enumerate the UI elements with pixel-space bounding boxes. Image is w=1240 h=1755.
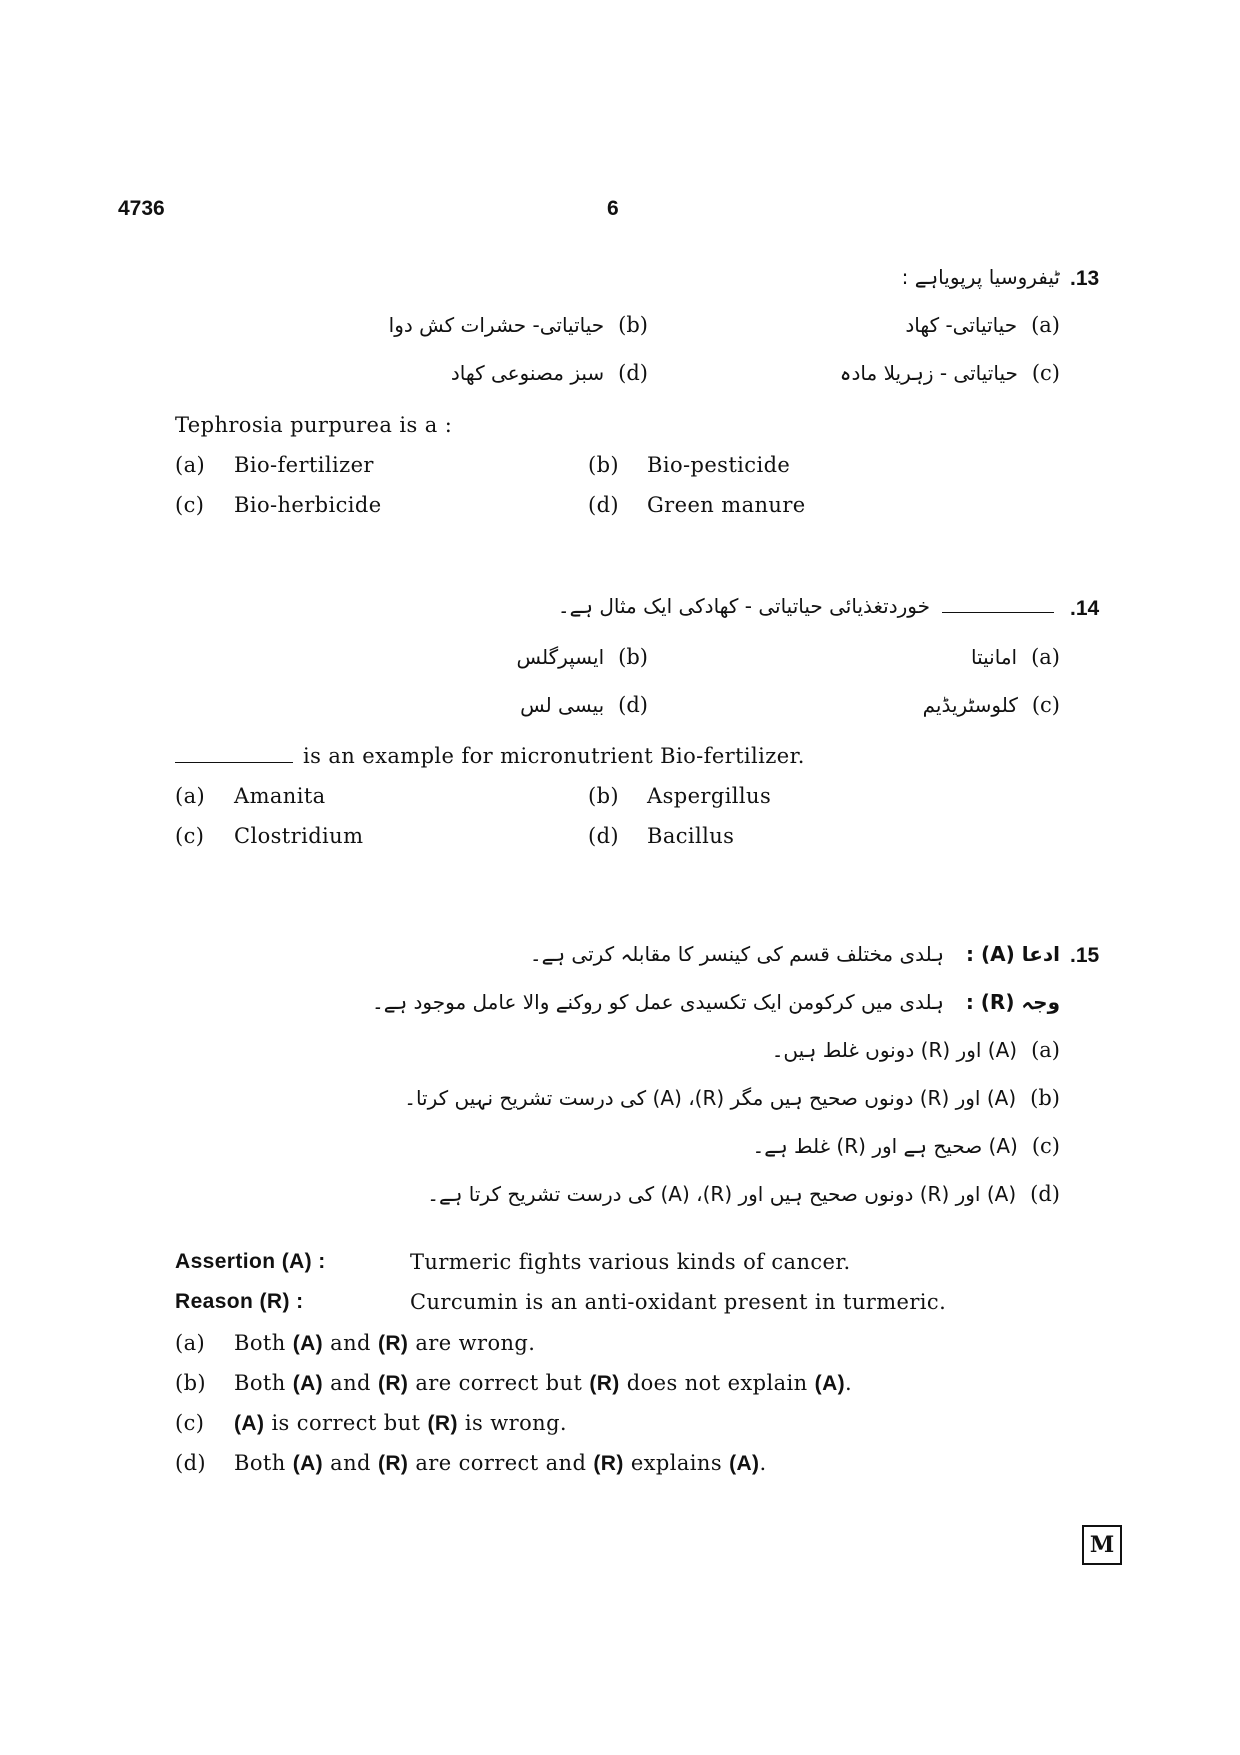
q13-urdu-option-c: (c) حیاتیاتی - زہریلا مادہ: [839, 361, 1060, 385]
q14-urdu-option-a: (a) امانیتا: [971, 645, 1060, 669]
q13-option-c-label: (c): [175, 493, 205, 517]
q14-urdu-option-c: (c) کلوسٹریڈیم: [922, 693, 1060, 717]
q13-option-a-text: Bio-fertilizer: [234, 453, 374, 477]
q13-urdu-option-b: (b) حیاتیاتی- حشرات کش دوا: [388, 313, 648, 337]
q15-option-d-label: (d): [175, 1451, 207, 1475]
q14-option-c-text: Clostridium: [234, 824, 364, 848]
q15-option-a-text: Both (A) and (R) are wrong.: [234, 1331, 536, 1355]
question-number-15: .15: [1070, 944, 1100, 967]
q14-option-b-label: (b): [588, 784, 620, 808]
q15-option-b-text: Both (A) and (R) are correct but (R) does not explain (A).: [234, 1371, 853, 1395]
q14-option-a-text: Amanita: [234, 784, 326, 808]
q13-option-c-text: Bio-herbicide: [234, 493, 382, 517]
q15-option-c-label: (c): [175, 1411, 205, 1435]
page-number: 6: [607, 197, 619, 220]
paper-code: 4736: [118, 197, 165, 220]
q15-option-c-text: (A) is correct but (R) is wrong.: [234, 1411, 567, 1435]
q15-option-a-label: (a): [175, 1331, 206, 1355]
medium-mark-box: M: [1082, 1525, 1122, 1565]
q15-urdu-option-a: (a) (A) اور (R) دونوں غلط ہیں۔: [771, 1038, 1060, 1062]
q15-option-d-text: Both (A) and (R) are correct and (R) explains (A).: [234, 1451, 767, 1475]
q13-urdu-question: ٹیفروسیا پرپویاہے :: [901, 265, 1060, 289]
q13-urdu-option-a: (a) حیاتیاتی- کھاد: [905, 313, 1060, 337]
q14-option-a-label: (a): [175, 784, 206, 808]
q15-reason-text: Curcumin is an anti-oxidant present in turmeric.: [410, 1290, 947, 1314]
q15-urdu-reason: وجہ (R) : ہلدی میں کرکومن ایک تکسیدی عمل کو روکنے والا عامل موجود ہے۔: [372, 990, 1060, 1014]
q15-urdu-assertion: ادعا (A) : ہلدی مختلف قسم کی کینسر کا مقابلہ کرتی ہے۔: [529, 942, 1060, 966]
q15-option-b-label: (b): [175, 1371, 207, 1395]
question-number-13: .13: [1070, 267, 1100, 290]
q13-option-b-text: Bio-pesticide: [647, 453, 791, 477]
q13-option-d-text: Green manure: [647, 493, 806, 517]
q14-option-c-label: (c): [175, 824, 205, 848]
q13-urdu-option-d: (d) سبز مصنوعی کھاد: [450, 361, 648, 385]
q14-urdu-blank: [942, 611, 1054, 613]
question-number-14: .14: [1070, 597, 1100, 620]
q15-assertion-label: Assertion (A) :: [175, 1250, 326, 1273]
q14-option-b-text: Aspergillus: [647, 784, 772, 808]
q15-urdu-option-c: (c) (A) صحیح ہے اور (R) غلط ہے۔: [752, 1134, 1060, 1158]
q15-urdu-option-d: (d) (A) اور (R) دونوں صحیح ہیں اور (R)، (A) کی درست تشریح کرتا ہے۔: [427, 1182, 1060, 1206]
q13-option-d-label: (d): [588, 493, 620, 517]
q14-urdu-option-d: (d) بیسی لس: [520, 693, 648, 717]
q14-english-question: is an example for micronutrient Bio-fertilizer.: [175, 744, 805, 768]
q13-option-b-label: (b): [588, 453, 620, 477]
q14-option-d-label: (d): [588, 824, 620, 848]
q15-urdu-option-b: (b) (A) اور (R) دونوں صحیح ہیں مگر (R)، (A) کی درست تشریح نہیں کرتا۔: [404, 1086, 1060, 1110]
q13-english-question: Tephrosia purpurea is a :: [175, 413, 453, 437]
q13-option-a-label: (a): [175, 453, 206, 477]
q14-option-d-text: Bacillus: [647, 824, 735, 848]
q14-blank: [175, 761, 293, 763]
q14-urdu-question-line: خوردتغذیائی حیاتیاتی - کھادکی ایک مثال ہے۔: [558, 594, 1054, 618]
q15-reason-label: Reason (R) :: [175, 1290, 304, 1313]
q14-urdu-option-b: (b) ایسپرگلس: [516, 645, 648, 669]
q15-assertion-text: Turmeric fights various kinds of cancer.: [410, 1250, 851, 1274]
